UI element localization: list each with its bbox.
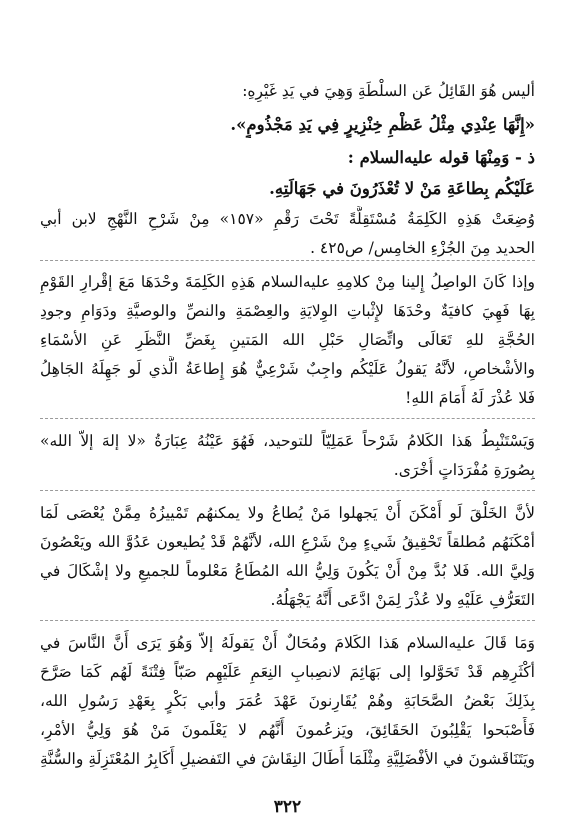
paragraph-separator [40,620,535,621]
section-heading: ذ - وَمِنْهَا قوله عليه‌السلام : [347,148,535,167]
text-line: وُضِعَتْ هَذِهِ الكَلِمَةُ مُسْتَقِلَّةً تَحْتَ رَقْمِ «١٥٧» مِنْ شَرْحِ النَّهْجِ لابن أبي [40,210,535,228]
paragraph-separator [40,490,535,491]
paragraph-separator [40,418,535,419]
text-line: وَيَسْتَنْبِطُ هَذا الكَلامُ شَرْحاً عَمَلِيّاً للتوحيد، فَهُوَ عَيْنُهُ عِبَارَةُ «لا إلهَ إلاّ الله» [40,432,535,450]
text-line: لأنَّ الخَلْقَ لَو أَمْكَنَ أَنْ يَجهلوا مَنْ يُطاعُ ولا يمكنهُم تَمْييزُهُ مِمَّنْ يُعْصَى لَمَا [40,504,535,522]
text-line: فَأَصْبَحوا يَقْلِبُونَ الحَقَائِقَ، ويَزعُمونَ أَنَّهُم لا يَعْلَمونَ مَنْ هُوَ وَلِيُّ الأمْرِ، [40,721,535,739]
text-line: ويَتَنَاقَشونَ في الأفْضَلِيَّةِ مِثْلَمَا أَطَالَ النِقَاشَ في التَفضيلِ أَكَابِرُ المُعْتَزِلَةِ والسُّنَّةِ [40,750,535,768]
text-line: أليس هُوَ القَائِلُ عَن السلْطَةِ وَهِيَ في يَدِ غَيْرِهِ: [242,82,535,100]
text-line: وَلِيَّ الله. فَلا بُدَّ مِنْ أَنْ يَكُونَ وَلِيُّ الله المُطَاعُ مَعْلوماً للجميعِ ولا إشْكَالَ في [40,562,535,580]
text-line: بِذَلِكَ بَعْضُ الصَّحَابَةِ وهُمْ يُقَارِنونَ عَهْدَ عُمَرَ وأبي بَكْرٍ بِعَهْدِ رَسُولِ الله، [40,692,535,710]
quote-line: عَلَيْكُم بِطاعَةِ مَنْ لا تُعْذَرُونَ في جَهَالَتِهِ. [269,179,535,198]
text-line: والأشْخاصِ، لأنَّهُ يَقولُ عَلَيْكُم واجِبٌ شَرْعِيٌّ هُوَ إِطاعَةُ الَّذي لَو جَهِلَهُ الجَاهِلُ [40,360,535,378]
text-line: التَعَرُّفِ عَلَيْهِ ولا عُذْرَ لِمَنْ ادَّعَى أَنَّهُ يَجْهَلُهُ. [270,591,535,609]
paragraph-separator [40,260,535,261]
text-line: وإذا كَانَ الواصِلُ إِلينا مِنْ كلامِهِ عليه‌السلام هَذِهِ الكَلِمَةَ وحْدَهَا مَعَ إقْرارِ القَوْمِ [40,273,535,291]
text-line: بِهَا فَهِيَ كافيَةٌ وحْدَهَا لإِثْباتِ الوِلايَةِ والعِصْمَةِ والنصِّ والوصيَّةِ ودَوَامِ وجودِ [40,302,535,320]
text-line: الحديد مِنَ الجُزْءِ الخامِس/ ص٤٢٥ . [310,239,535,257]
text-line: وَمَا قَالَ عليه‌السلام هَذا الكَلامَ ومُحَالٌ أَنْ يَقولَهُ إلاّ وَهُوَ يَرَى أَنَّ النَّاسَ في [40,634,535,652]
text-line: فَلا عُذْرَ لَهُ أَمَامَ اللهِ! [405,389,535,407]
quote-line: «إِنَّهَا عِنْدِي مِثْلُ عَظْمِ خِنْزِيرٍ فِي يَدِ مَجْذُومٍ». [230,115,535,134]
text-line: أمْكَنَهُم مُطلقاً تَحْقِيقُ شَيءٍ مِنْ شَرْعِ الله، لأنَّهُمْ قَدْ يُطيعون عَدُوَّ الله ويَعْصُونَ [40,533,535,551]
text-line: بِصُورَةِ مُفْرَدَاتٍ أُخْرَى. [393,461,535,479]
text-line: أكْثَرِهِم قَدْ تَحَوَّلوا إلى بَهَائِمَ لانصِبابِ النِعَمِ عَلَيْهِم صَبّاً فِتْنَةً لَهُم كَمَا صَرَّحَ [40,663,535,681]
page-number: ٣٢٢ [273,797,302,817]
text-line: الحُجَّةِ للهِ تَعَالَى واتِّصَالِ حَبْلِ الله المَتينِ بِغَضِّ النَّظَرِ عَنِ الأسْمَاءِ [40,331,535,349]
